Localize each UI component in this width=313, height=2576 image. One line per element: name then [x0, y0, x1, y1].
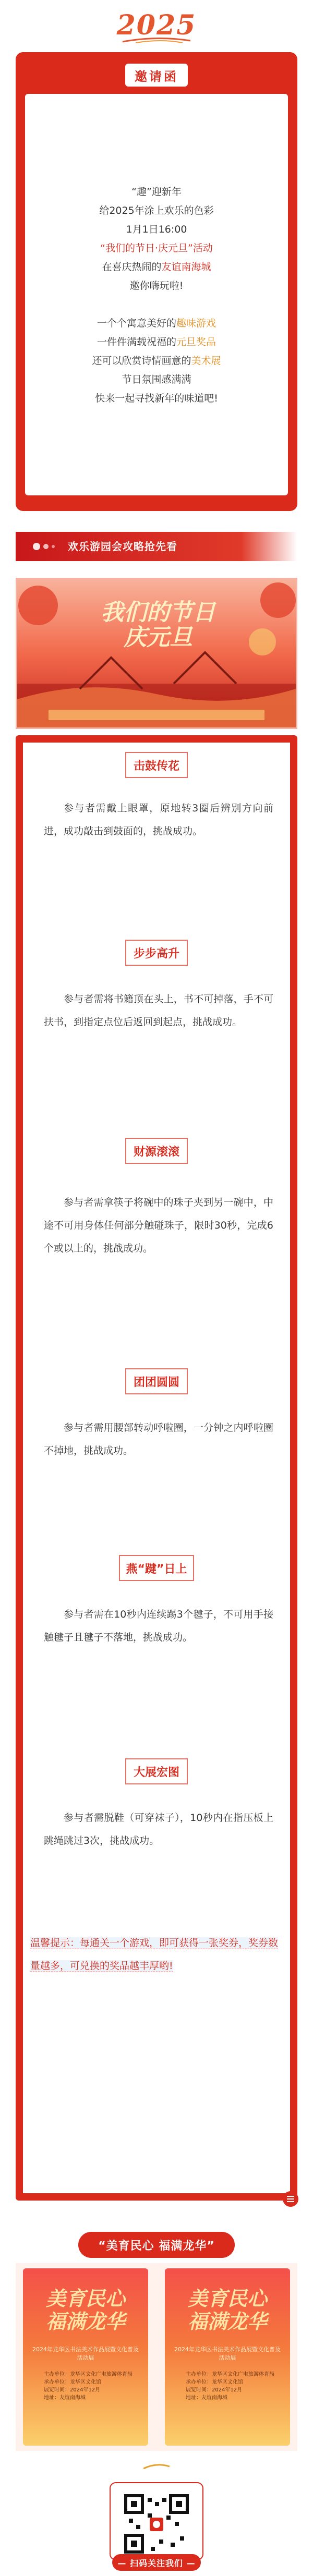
invite-line: [25, 258, 288, 276]
invite-text: 一件件满载祝福的: [97, 336, 176, 348]
game-desc: 参与者需戴上眼罩，原地转3圈后辨别方向前进，成功敲击到鼓面的，挑战成功。: [44, 803, 273, 837]
poster-info-line: 主办单位：龙华区文化广电旅游体育局: [186, 2372, 274, 2377]
game-desc: 参与者需脱鞋（可穿袜子），10秒内在指压板上跳绳跳过3次，挑战成功。: [44, 1812, 273, 1846]
game-name: 击鼓传花: [125, 752, 188, 778]
invite-line: 快来一起寻找新年的味道吧!: [95, 393, 218, 404]
tip-text: [30, 1931, 283, 1977]
posters-area: [16, 2263, 297, 2451]
poster-info-line: 展览时间：2024年12月: [186, 2387, 243, 2393]
follow-label: — 扫码关注我们 —: [112, 2554, 201, 2571]
games-highlight: 趣味游戏: [176, 318, 216, 329]
qr-code-icon[interactable]: [123, 2493, 190, 2555]
location-highlight: 友谊南海城: [161, 261, 211, 273]
year-text: 2025: [116, 9, 197, 41]
invite-line: [25, 314, 288, 333]
exhibition-poster[interactable]: [165, 2268, 290, 2446]
poster-title-line2: 福满龙华: [45, 2310, 125, 2333]
prizes-highlight: 元旦奖品: [176, 336, 216, 348]
invitation-title: 邀请函: [125, 64, 188, 87]
invitation-body: [25, 94, 288, 495]
seal-icon: [282, 2190, 299, 2208]
invite-line: [25, 351, 288, 370]
poster-title-line1: 美育民心: [187, 2287, 267, 2310]
invite-line: 邀你嗨玩啦!: [129, 280, 184, 291]
invite-text: 在喜庆热闹的: [102, 261, 162, 273]
swoosh-decoration: [141, 2461, 172, 2472]
game-name: 团团圆圆: [125, 1368, 188, 1394]
invitation-text: [25, 183, 288, 408]
poster-info-line: 承办单位：龙华区文化馆: [44, 2379, 101, 2385]
year-badge: [115, 5, 198, 47]
poster-info-line: 主办单位：龙华区文化广电旅游体育局: [44, 2372, 133, 2377]
games-list: [23, 743, 290, 2193]
section-banner: [16, 532, 297, 561]
game-name: 大展宏图: [125, 1758, 188, 1784]
exhibition-banner: “美育民心 福满龙华”: [78, 2232, 235, 2258]
hero-title-line1: 我们的节日: [101, 599, 215, 626]
poster-title: [23, 2287, 148, 2333]
tip-content: 温馨提示：每通关一个游戏，即可获得一张奖券，奖券数量越多，可兑换的奖品越丰厚哟!: [30, 1937, 279, 1972]
game-desc: 参与者需用腰部转动呼啦圈，一分钟之内呼啦圈不掉地，挑战成功。: [44, 1422, 273, 1456]
swoosh-decoration: [120, 37, 193, 44]
poster-info: [44, 2371, 133, 2402]
invite-line: [25, 333, 288, 351]
invitation-card: [16, 52, 297, 511]
hero-title-line2: 庆元旦: [124, 624, 192, 651]
art-highlight: 美术展: [191, 355, 221, 367]
poster-subtitle: 2024年龙华区书法美术作品展暨文化普及活动展: [174, 2346, 281, 2361]
invite-line: 1月1日16:00: [126, 224, 187, 235]
section-title: 欢乐游园会攻略抢先看: [68, 540, 177, 553]
invite-line: 节日氛围感满满: [122, 374, 191, 385]
poster-title-line1: 美育民心: [45, 2287, 125, 2310]
invite-gap: [25, 295, 288, 314]
game-desc: 参与者需在10秒内连续踢3个毽子，不可用手接触毽子且毽子不落地，挑战成功。: [44, 1609, 273, 1643]
game-name: 步步高升: [125, 940, 188, 966]
poster-info: [186, 2371, 274, 2402]
invite-text: 还可以欣赏诗情画意的: [92, 355, 191, 367]
hero-image: [16, 578, 297, 729]
game-name: 燕“踺”日上: [119, 1555, 194, 1581]
dots-icon: [32, 541, 57, 552]
poster-info-line: 承办单位：龙华区文化馆: [186, 2379, 243, 2385]
invite-line: 给2025年涂上欢乐的色彩: [99, 205, 214, 216]
game-desc: 参与者需将书籍顶在头上，书不可掉落，手不可扶书，到指定点位后返回到起点，挑战成功。: [44, 993, 273, 1028]
exhibition-poster[interactable]: [23, 2268, 148, 2446]
poster-title-line2: 福满龙华: [187, 2310, 267, 2333]
invite-text: 一个个寓意美好的: [97, 318, 176, 329]
invite-line: “趣”迎新年: [131, 186, 182, 198]
poster-subtitle: 2024年龙华区书法美术作品展暨文化普及活动展: [32, 2346, 139, 2361]
game-desc: 参与者需拿筷子将碗中的珠子夹到另一碗中，中途不可用身体任何部分触碰珠子，限时30秒，完成6个或以上的，挑战成功。: [44, 1197, 273, 1254]
poster-info-line: 展览时间：2024年12月: [44, 2387, 101, 2393]
poster-title: [165, 2287, 290, 2333]
games-card: [16, 735, 297, 2201]
poster-info-line: 地址：友谊南海城: [44, 2395, 86, 2401]
invite-line-highlight: “我们的节日·庆元旦”活动: [100, 242, 213, 254]
poster-info-line: 地址：友谊南海城: [186, 2395, 227, 2401]
hero-title: [85, 600, 231, 650]
game-name: 财源滚滚: [125, 1138, 188, 1164]
